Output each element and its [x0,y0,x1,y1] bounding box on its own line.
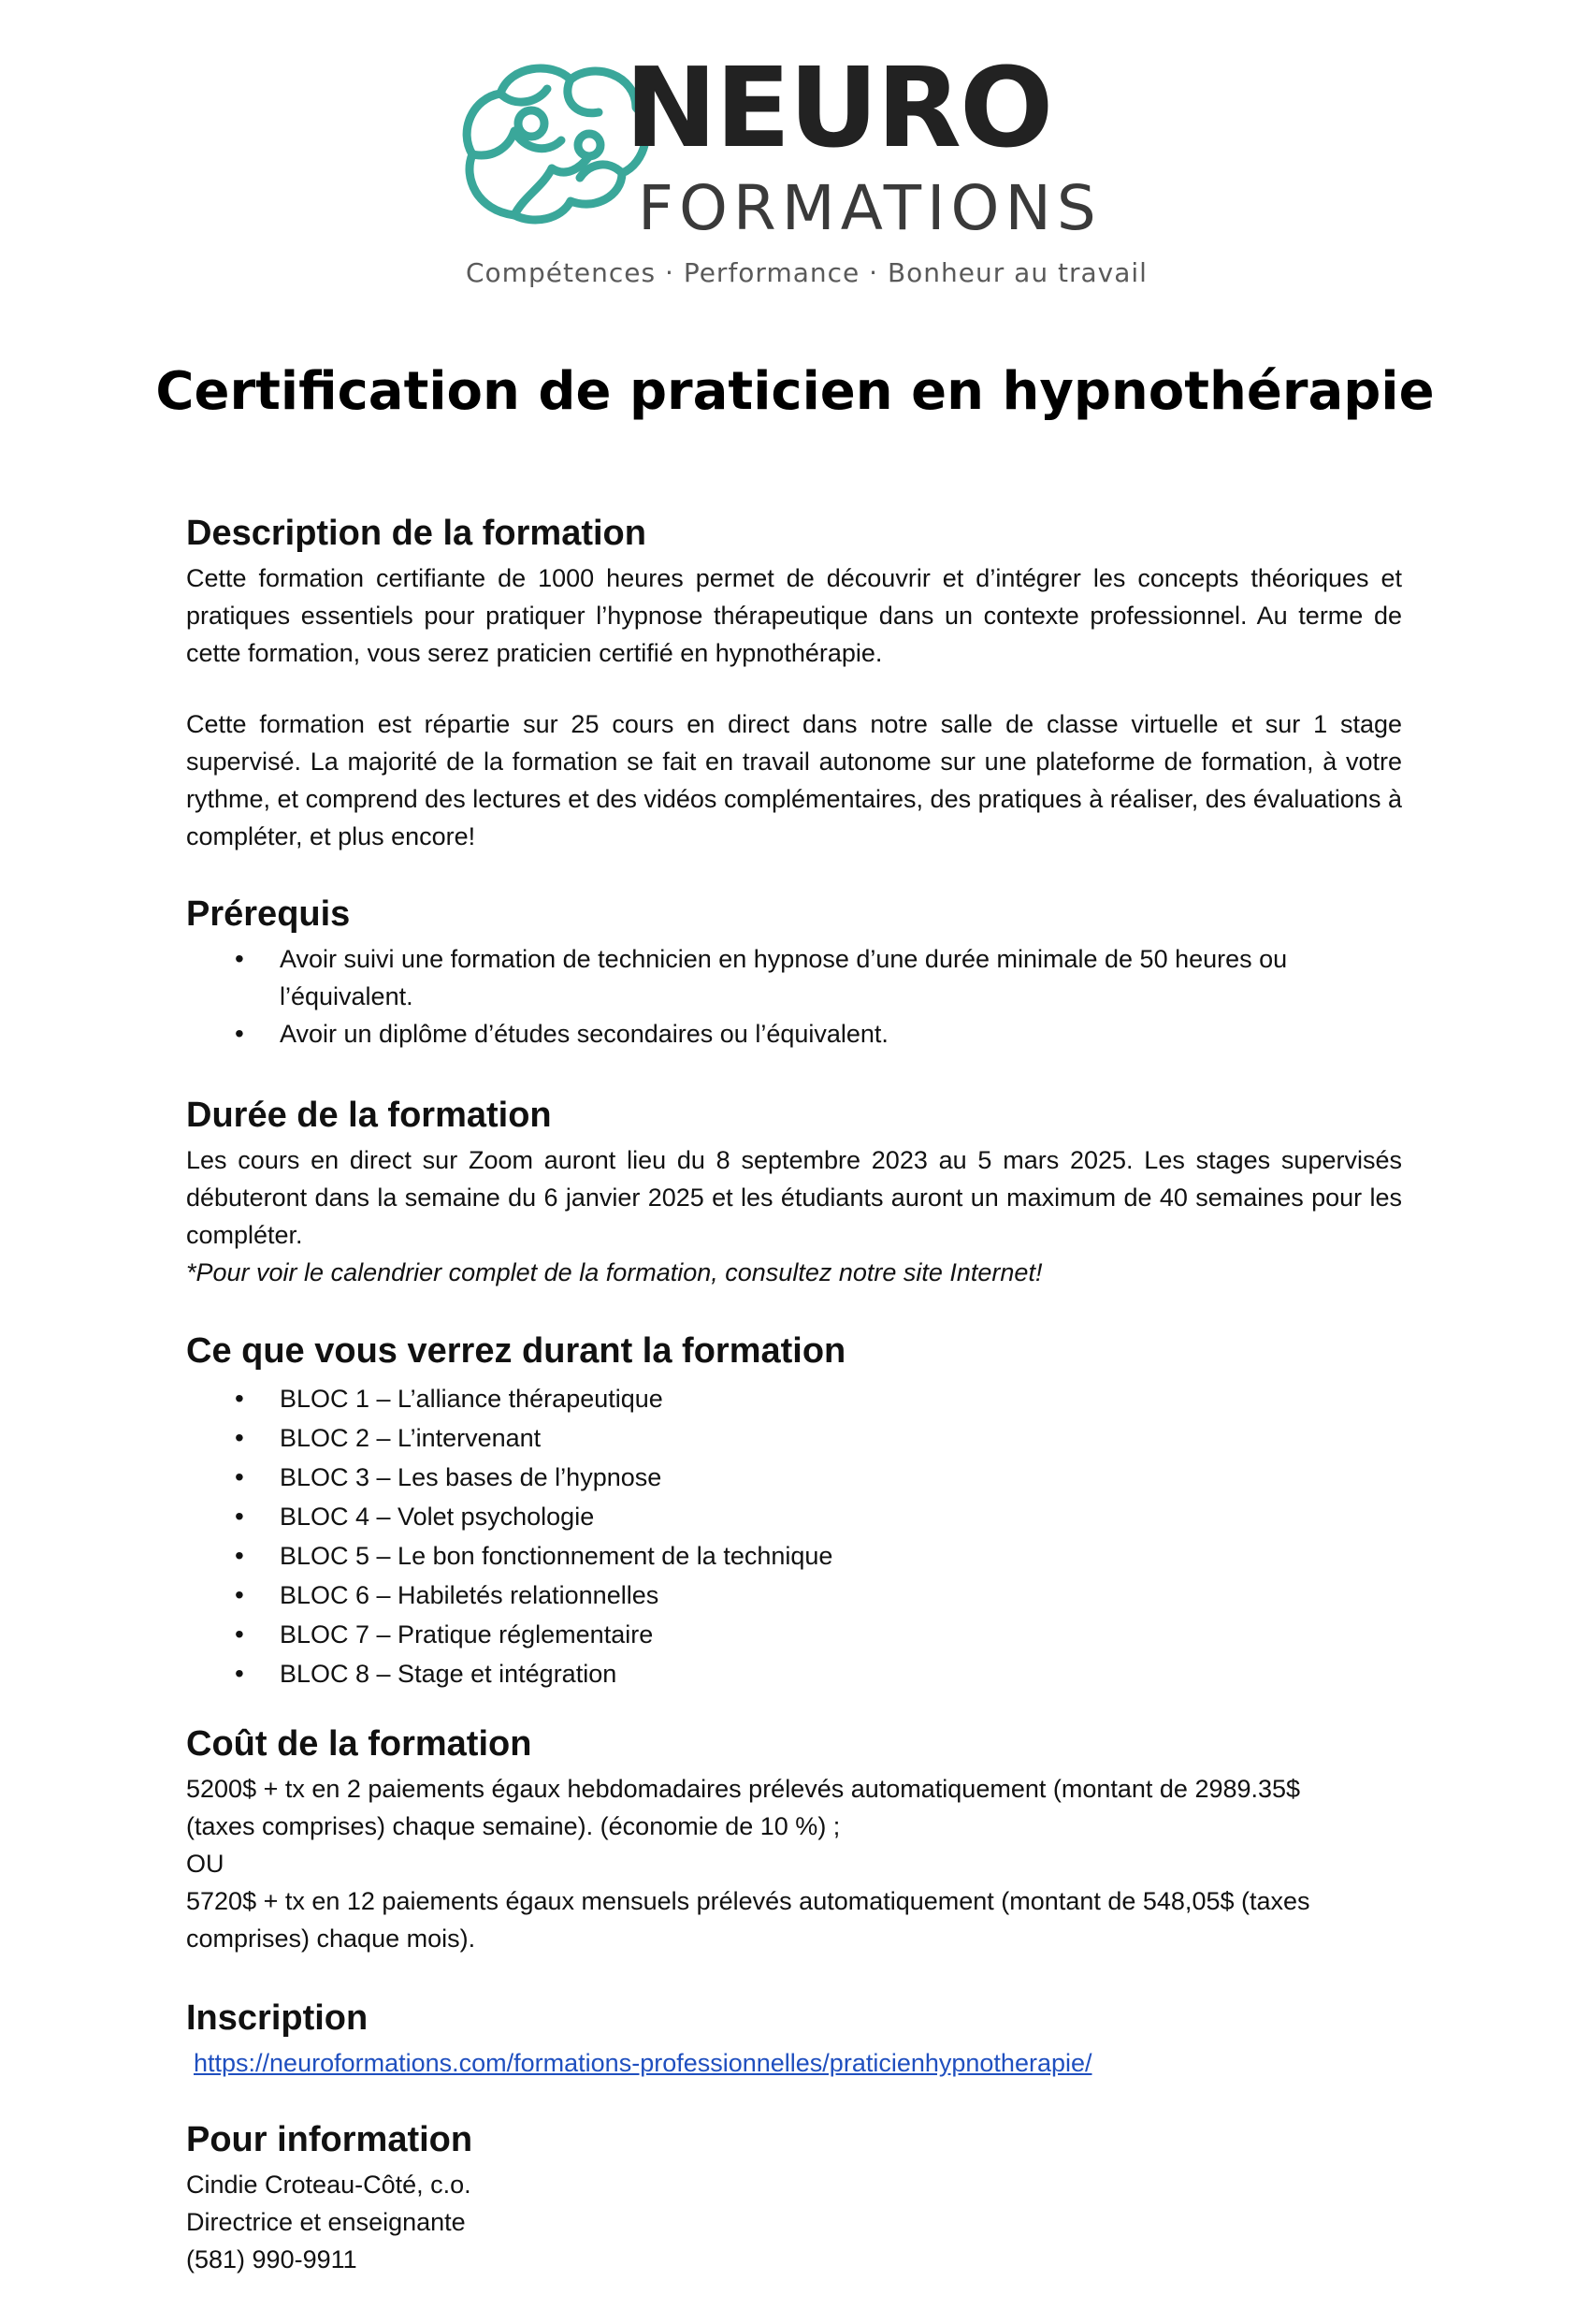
list-item: • BLOC 1 – L’alliance thérapeutique [186,1379,1402,1418]
duration-paragraph: Les cours en direct sur Zoom auront lieu du 8 septembre 2023 au 5 mars 2025. Les stages supervisés débuteront dans la semaine du 6 janvier 2025 et les étudiants auront un maximum de 40 semaines pour les compléter. [186,1145,1402,1249]
cost-option-1: 5200$ + tx en 2 paiements égaux hebdomadaires prélevés automatiquement (montant de 2989.35$ (taxes comprises) chaque semaine). (économie de 10 %) ; [186,1774,1301,1840]
contact-section [186,2119,1402,2278]
cost-or: OU [186,1849,224,1878]
contact-phone: (581) 990-9911 [186,2244,357,2273]
curriculum-list [186,1379,1402,1693]
logo-tagline: Compétences · Performance · Bonheur au travail [466,257,1148,288]
cost-option-2: 5720$ + tx en 12 paiements égaux mensuels prélevés automatiquement (montant de 548,05$ (taxes comprises) chaque mois). [186,1886,1310,1953]
list-item: • BLOC 2 – L’intervenant [186,1418,1402,1458]
description-heading: Description de la formation [186,514,646,553]
prerequisites-heading: Prérequis [186,894,351,934]
list-item: • BLOC 6 – Habiletés relationnelles [186,1576,1402,1615]
list-item: • Avoir suivi une formation de technicien en hypnose d’une durée minimale de 50 heures ou l’équivalent. [186,940,1308,1015]
contact-name: Cindie Croteau-Côté, c.o. [186,2170,471,2199]
list-item: • BLOC 5 – Le bon fonctionnement de la technique [186,1536,1402,1576]
contact-heading: Pour information [186,2120,473,2159]
neuro-formations-logo [458,43,1150,299]
duration-note: *Pour voir le calendrier complet de la formation, consultez notre site Internet! [186,1257,1043,1286]
duration-section [186,1095,1402,1291]
description-paragraph-2: Cette formation est répartie sur 25 cours en direct dans notre salle de classe virtuelle et sur 1 stage supervisé. La majorité de la formation se fait en travail autonome sur une plateforme de formation, à votre rythme, et comprend des lectures et des vidéos complémentaires, des pratiques à réaliser, des évaluations à compléter, et plus encore! [186,709,1402,850]
prerequisites-section [186,893,1402,1053]
registration-section [186,1997,1402,2082]
registration-heading: Inscription [186,1998,369,2038]
logo-wordmark-formations: FORMATIONS [638,172,1102,244]
description-paragraph-1: Cette formation certifiante de 1000 heures permet de découvrir et d’intégrer les concepts théoriques et pratiques essentiels pour pratiquer l’hypnose thérapeutique dans un contexte professionnel. Au terme de cette formation, vous serez praticien certifié en hypnothérapie. [186,563,1402,667]
contact-role: Directrice et enseignante [186,2207,466,2236]
description-section [186,513,1402,855]
prerequisites-list [186,940,1402,1053]
document-title: Certification de praticien en hypnothérapie [155,361,1435,422]
cost-heading: Coût de la formation [186,1724,532,1764]
registration-link[interactable]: https://neuroformations.com/formations-professionnelles/praticienhypnotherapie/ [194,2048,1092,2077]
logo-wordmark-neuro: NEURO [625,43,1052,172]
list-item: • Avoir un diplôme d’études secondaires ou l’équivalent. [186,1015,1402,1053]
cost-section [186,1723,1402,1957]
list-item: • BLOC 8 – Stage et intégration [186,1654,1402,1693]
list-item: • BLOC 3 – Les bases de l’hypnose [186,1458,1402,1497]
list-item: • BLOC 4 – Volet psychologie [186,1497,1402,1536]
curriculum-section [186,1330,1402,1693]
list-item: • BLOC 7 – Pratique réglementaire [186,1615,1402,1654]
curriculum-heading: Ce que vous verrez durant la formation [186,1331,846,1371]
duration-heading: Durée de la formation [186,1096,552,1135]
